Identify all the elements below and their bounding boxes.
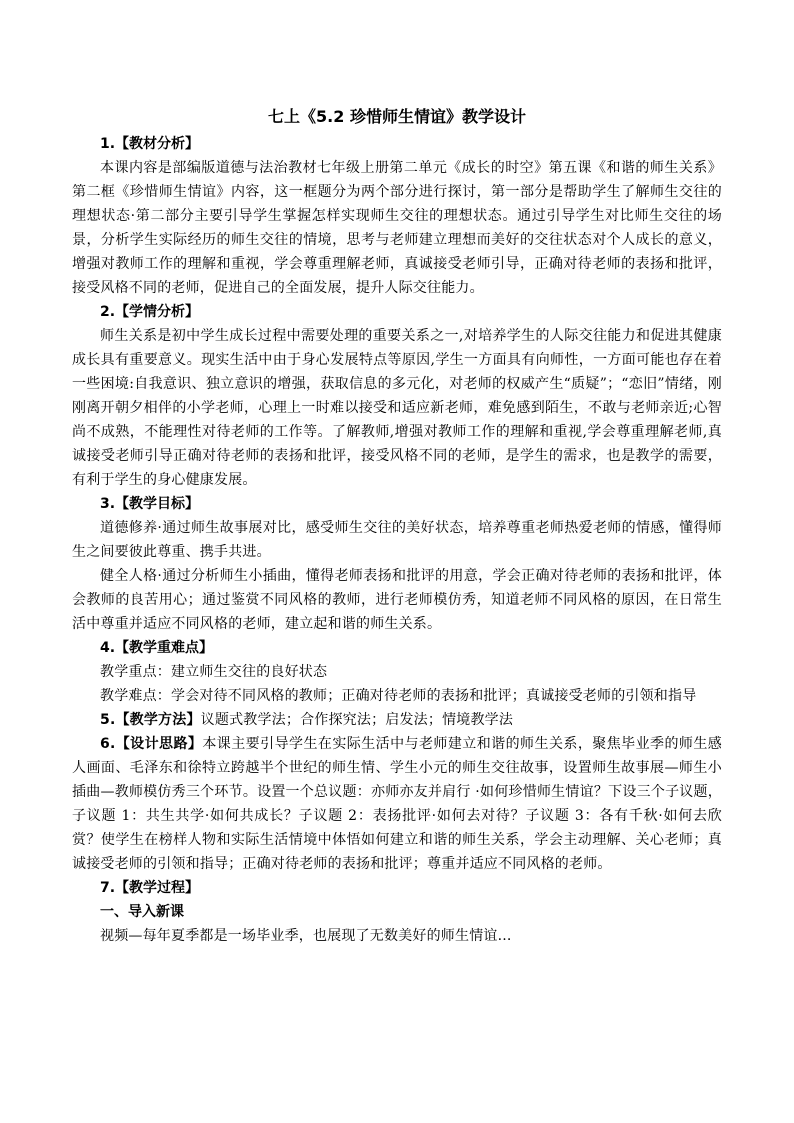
section-heading-learner-analysis: 2.【学情分析】 <box>100 304 200 320</box>
difficult-point-paragraph: 教学难点：学会对待不同风格的教师；正确对待老师的表扬和批评；真诚接受老师的引领和指导 <box>100 688 697 704</box>
teaching-methods-text: 议题式教学法；合作探究法；启发法；情境教学法 <box>200 712 514 728</box>
document-title: 七上《5.2 珍惜师生情谊》教学设计 <box>268 107 526 126</box>
teaching-methods-paragraph <box>72 708 722 732</box>
introduction-paragraph: 视频—每年夏季都是一场毕业季，也展现了无数美好的师生情谊... <box>100 928 512 944</box>
section-heading-key-points: 4.【教学重难点】 <box>100 640 214 656</box>
section-heading-design-idea: 6.【设计思路】 <box>100 736 203 752</box>
learner-analysis-paragraph: 师生关系是初中学生成长过程中需要处理的重要关系之一,对培养学生的人际交往能力和促进其健康成长具有重要意义。现实生活中由于身心发展特点等原因,学生一方面具有向师性，一方面可能也存在着一些困境:自我意识、独立意识的增强，获取信息的多元化，对老师的权威产生“质疑”；“恋旧”情绪，刚刚离开朝夕相伴的小学老师，心理上一时难以接受和适应新老师，难免感到陌生，不敢与老师亲近;心智尚不成熟，不能理性对待老师的工作等。了解教师,增强对教师工作的理解和重视,学会尊重理解老师,真诚接受老师引导正确对待老师的表扬和批评，接受风格不同的老师，是学生的需求，也是教学的需要，有利于学生的身心健康发展。 <box>72 328 722 488</box>
design-idea-text: 本课主要引导学生在实际生活中与老师建立和谐的师生关系，聚焦毕业季的师生感人画面、毛泽东和徐特立跨越半个世纪的师生情、学生小元的师生交往故事，设置师生故事展—师生小插曲—教师模仿秀三个环节。设置一个总议题：亦师亦友并肩行 ·如何珍惜师生情谊？下设三个子议题，子议题 1：共生共学·如何共成长？子议题 2：表扬批评·如何去对待？子议题 3：各有千秋·如何去欣赏？使学生在榜样人物和实际生活情境中体悟如何建立和谐的师生关系，学会主动理解、关心老师；真诚接受老师的引领和指导；正确对待老师的表扬和批评；尊重并适应不同风格的老师。 <box>72 736 722 872</box>
section-heading-teaching-process: 7.【教学过程】 <box>100 880 200 896</box>
section-heading-teaching-methods: 5.【教学方法】 <box>100 712 201 728</box>
subheading-introduction: 一、导入新课 <box>100 904 184 920</box>
teaching-goal-moral-paragraph: 道德修养·通过师生故事展对比，感受师生交往的美好状态，培养尊重老师热爱老师的情感，懂得师生之间要彼此尊重、携手共进。 <box>72 520 722 560</box>
document-page <box>72 104 722 948</box>
design-idea-paragraph <box>72 732 722 876</box>
key-point-paragraph: 教学重点：建立师生交往的良好状态 <box>100 664 328 680</box>
section-heading-teaching-goals: 3.【教学目标】 <box>100 496 200 512</box>
section-heading-textbook-analysis: 1.【教材分析】 <box>100 136 200 152</box>
textbook-analysis-paragraph: 本课内容是部编版道德与法治教材七年级上册第二单元《成长的时空》第五课《和谐的师生关系》第二框《珍惜师生情谊》内容，这一框题分为两个部分进行探讨，第一部分是帮助学生了解师生交往的理想状态·第二部分主要引导学生掌握怎样实现师生交往的理想状态。通过引导学生对比师生交往的场景，分析学生实际经历的师生交往的情境，思考与老师建立理想而美好的交往状态对个人成长的意义，增强对教师工作的理解和重视，学会尊重理解老师，真诚接受老师引导，正确对待老师的表扬和批评，接受风格不同的老师，促进自己的全面发展，提升人际交往能力。 <box>72 160 722 296</box>
teaching-goal-personality-paragraph: 健全人格·通过分析师生小插曲，懂得老师表扬和批评的用意，学会正确对待老师的表扬和批评，体会教师的良苦用心；通过鉴赏不同风格的教师，进行老师模仿秀，知道老师不同风格的原因，在日常生活中尊重并适应不同风格的老师，建立起和谐的师生关系。 <box>72 568 722 632</box>
